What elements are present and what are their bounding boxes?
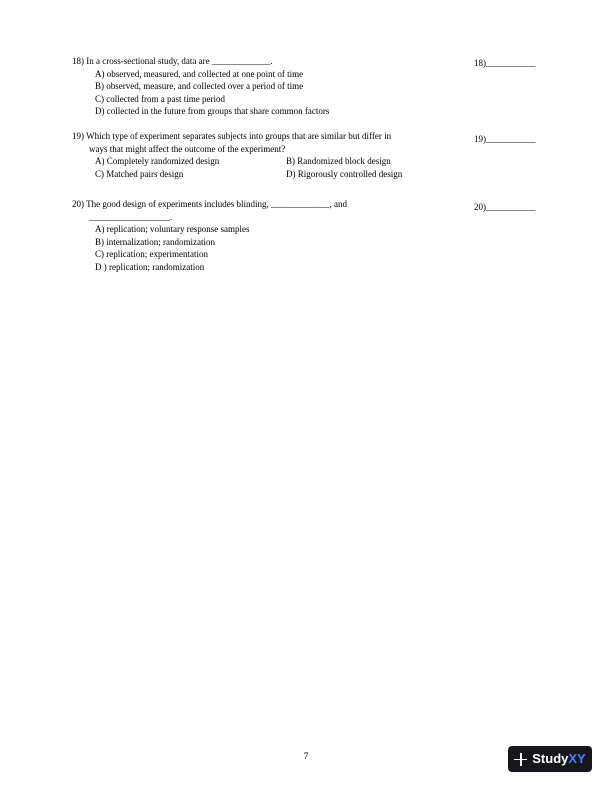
option-row xyxy=(72,155,472,168)
option-d: D) collected in the future from groups that share common factors xyxy=(95,106,330,116)
option-c: C) replication; experimentation xyxy=(95,249,208,259)
plus-icon xyxy=(514,753,527,766)
option-d: D ) replication; randomization xyxy=(95,261,205,272)
answer-blank-19: 19)___________ xyxy=(474,134,536,144)
answer-blank-18: 18)___________ xyxy=(474,58,536,68)
studyxy-badge[interactable] xyxy=(508,746,592,772)
option-b: B) internalization; randomization xyxy=(95,236,215,247)
option-row xyxy=(72,168,472,181)
question-stem: 20) The good design of experiments includes blinding, _____________, and xyxy=(72,199,348,209)
question-stem-continued: __________________. xyxy=(89,211,173,222)
option-b: B) Randomized block design xyxy=(286,156,391,166)
question-20 xyxy=(72,198,472,273)
question-19 xyxy=(72,130,472,180)
option-c: C) collected from a past time period xyxy=(95,93,225,104)
option-a: A) observed, measured, and collected at one point of time xyxy=(95,68,304,79)
option-d: D) Rigorously controlled design xyxy=(286,168,403,179)
question-stem-continued: ways that might affect the outcome of the experiment? xyxy=(89,143,286,154)
answer-blank-20: 20)___________ xyxy=(474,202,536,212)
page-number: 7 xyxy=(303,751,309,761)
option-a: A) replication; voluntary response samples xyxy=(95,224,250,234)
option-b: B) observed, measure, and collected over a period of time xyxy=(95,81,304,91)
option-a: A) Completely randomized design xyxy=(95,156,220,166)
question-stem: 19) Which type of experiment separates subjects into groups that are similar but differ in xyxy=(72,131,392,141)
brand-name-study: Study xyxy=(532,750,569,766)
question-stem: 18) In a cross-sectional study, data are _____________. xyxy=(72,56,273,66)
brand-name xyxy=(532,750,586,766)
question-18 xyxy=(72,55,472,118)
option-c: C) Matched pairs design xyxy=(95,168,184,179)
brand-name-accent: XY xyxy=(568,750,586,766)
